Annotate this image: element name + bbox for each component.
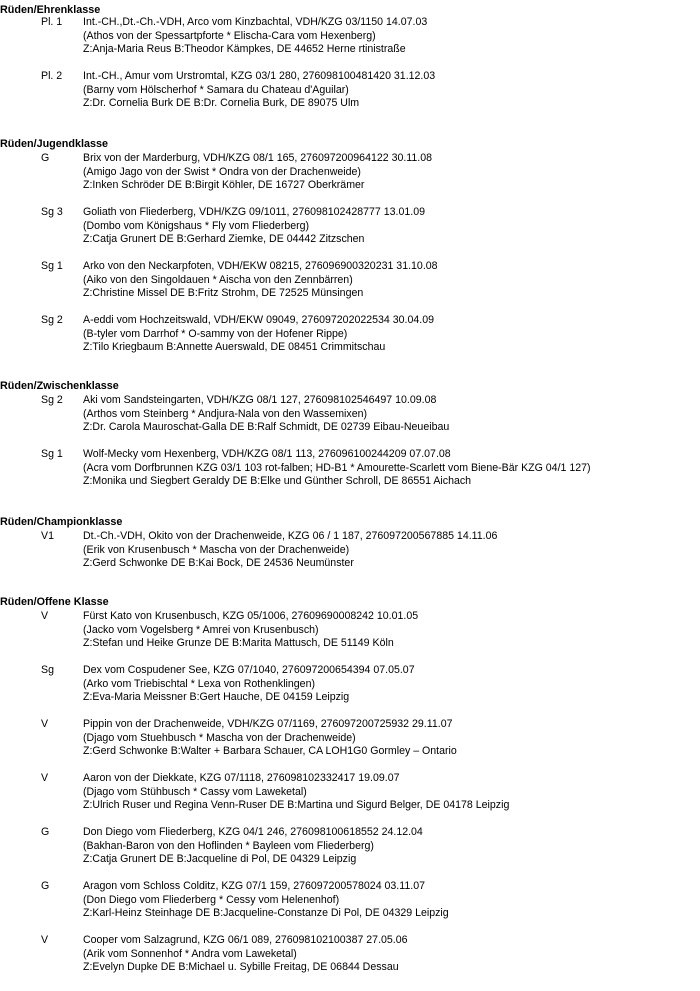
entry-details <box>83 394 449 435</box>
entry-dog-name: Dt.-Ch.-VDH, Okito von der Drachenweide, KZG 06 / 1 187, 276097200567885 14.11.06 <box>83 530 498 542</box>
entry-details <box>83 880 449 921</box>
entry-parents: (Acra vom Dorfbrunnen KZG 03/1 103 rot-falben; HD-B1 * Amourette-Scarlett vom Biene-Bär KZG 04/1 127) <box>83 461 591 474</box>
entry-rank: V <box>41 934 49 946</box>
entry-parents: (Amigo Jago von der Swist * Ondra von der Drachenweide) <box>83 165 361 178</box>
entry-parents: (Arthos vom Steinberg * Andjura-Nala von den Wassemixen) <box>83 407 368 420</box>
entry-dog-name: Don Diego vom Fliederberg, KZG 04/1 246, 276098100618552 24.12.04 <box>83 826 423 838</box>
entry-parents: (Jacko vom Vogelsberg * Amrei von Krusenbusch) <box>83 623 319 636</box>
entry-breeder-owner: Z:Christine Missel DE B:Fritz Strohm, DE 72525 Münsingen <box>83 287 364 300</box>
entry-rank: Sg <box>41 664 54 676</box>
entry-details <box>83 826 423 867</box>
entry-breeder-owner: Z:Eva-Maria Meissner B:Gert Hauche, DE 04159 Leipzig <box>83 691 350 704</box>
entry-breeder-owner: Z:Gerd Schwonke DE B:Kai Bock, DE 24536 Neumünster <box>83 557 354 570</box>
entry-details <box>83 530 497 571</box>
entry-details <box>83 206 425 247</box>
entry-parents: (Erik von Krusenbusch * Mascha von der Drachenweide) <box>83 543 350 556</box>
entry-parents: (Bakhan-Baron von den Hoflinden * Bayleen vom Fliederberg) <box>83 839 374 852</box>
entry-rank: Pl. 1 <box>41 16 63 28</box>
entry-dog-name: Int.-CH.,Dt.-Ch.-VDH, Arco vom Kinzbachtal, VDH/KZG 03/1150 14.07.03 <box>83 16 428 28</box>
entry-rank: V <box>41 718 49 730</box>
entry-dog-name: Pippin von der Drachenweide, VDH/KZG 07/1169, 276097200725932 29.11.07 <box>83 718 453 730</box>
entry-details <box>83 152 432 193</box>
entry-rank: V <box>41 772 49 784</box>
entry-dog-name: Aaron von der Diekkate, KZG 07/1118, 276098102332417 19.09.07 <box>83 772 400 784</box>
entry-details <box>83 70 435 111</box>
entry-breeder-owner: Z:Evelyn Dupke DE B:Michael u. Sybille Freitag, DE 06844 Dessau <box>83 961 399 974</box>
entry-rank: Sg 1 <box>41 448 63 460</box>
entry-dog-name: Brix von der Marderburg, VDH/KZG 08/1 165, 276097200964122 30.11.08 <box>83 152 433 164</box>
entry-details <box>83 718 457 759</box>
entry-breeder-owner: Z:Catja Grunert DE B:Jacqueline di Pol, DE 04329 Leipzig <box>83 853 357 866</box>
entry-rank: Sg 3 <box>41 206 63 218</box>
entry-breeder-owner: Z:Karl-Heinz Steinhage DE B:Jacqueline-Constanze Di Pol, DE 04329 Leipzig <box>83 907 449 920</box>
entry-details <box>83 664 415 705</box>
entry-details <box>83 610 418 651</box>
entry-breeder-owner: Z:Catja Grunert DE B:Gerhard Ziemke, DE 04442 Zitzschen <box>83 233 365 246</box>
entry-dog-name: Int.-CH., Amur vom Urstromtal, KZG 03/1 280, 276098100481420 31.12.03 <box>83 70 436 82</box>
entry-rank: Sg 1 <box>41 260 63 272</box>
entry-details <box>83 772 509 813</box>
entry-parents: (B-tyler vom Darrhof * O-sammy von der Hofener Rippe) <box>83 327 348 340</box>
entry-rank: Sg 2 <box>41 394 63 406</box>
entry-dog-name: Cooper vom Salzagrund, KZG 06/1 089, 276098102100387 27.05.06 <box>83 934 408 946</box>
entry-rank: G <box>41 826 50 838</box>
entry-details <box>83 16 427 57</box>
entry-rank: G <box>41 152 50 164</box>
entry-dog-name: Fürst Kato von Krusenbusch, KZG 05/1006, 27609690008242 10.01.05 <box>83 610 419 622</box>
entry-rank: V <box>41 610 49 622</box>
entry-rank: Pl. 2 <box>41 70 63 82</box>
entry-breeder-owner: Z:Gerd Schwonke B:Walter + Barbara Schauer, CA LOH1G0 Gormley – Ontario <box>83 745 457 758</box>
entry-breeder-owner: Z:Dr. Cornelia Burk DE B:Dr. Cornelia Burk, DE 89075 Ulm <box>83 97 360 110</box>
entry-breeder-owner: Z:Anja-Maria Reus B:Theodor Kämpkes, DE 44652 Herne rtinistraße <box>83 43 406 56</box>
entry-details <box>83 314 434 355</box>
entry-dog-name: Aki vom Sandsteingarten, VDH/KZG 08/1 127, 276098102546497 10.09.08 <box>83 394 437 406</box>
section-title-rueden-ehrenklasse: Rüden/Ehrenklasse <box>0 4 101 16</box>
entry-breeder-owner: Z:Tilo Kriegbaum B:Annette Auerswald, DE 08451 Crimmitschau <box>83 341 386 354</box>
entry-parents: (Arik vom Sonnenhof * Andra vom Laweketal) <box>83 947 297 960</box>
entry-rank: G <box>41 880 50 892</box>
entry-parents: (Djago vom Stühbusch * Cassy vom Laweketal) <box>83 785 307 798</box>
section-title-rueden-zwischenklasse: Rüden/Zwischenklasse <box>0 380 119 392</box>
entry-breeder-owner: Z:Dr. Carola Mauroschat-Galla DE B:Ralf Schmidt, DE 02739 Eibau-Neueibau <box>83 421 450 434</box>
entry-breeder-owner: Z:Stefan und Heike Grunze DE B:Marita Mattusch, DE 51149 Köln <box>83 637 394 650</box>
entry-parents: (Djago vom Stuehbusch * Mascha von der Drachenweide) <box>83 731 356 744</box>
entry-parents: (Don Diego vom Fliederberg * Cessy vom Helenenhof) <box>83 893 340 906</box>
entry-parents: (Athos von der Spessartpforte * Elischa-Cara vom Hexenberg) <box>83 29 376 42</box>
entry-details <box>83 934 408 975</box>
entry-rank: V1 <box>41 530 54 542</box>
section-title-rueden-championklasse: Rüden/Championklasse <box>0 516 123 528</box>
entry-parents: (Aiko von den Singoldauen * Aischa von den Zennbärren) <box>83 273 353 286</box>
section-title-rueden-offene-klasse: Rüden/Offene Klasse <box>0 596 109 608</box>
entry-dog-name: A-eddi vom Hochzeitswald, VDH/EKW 09049, 276097202022534 30.04.09 <box>83 314 434 326</box>
entry-dog-name: Arko von den Neckarpfoten, VDH/EKW 08215, 276096900320231 31.10.08 <box>83 260 438 272</box>
entry-rank: Sg 2 <box>41 314 63 326</box>
entry-parents: (Arko vom Triebischtal * Lexa von Rothenklingen) <box>83 677 315 690</box>
section-title-rueden-jugendklasse: Rüden/Jugendklasse <box>0 138 109 150</box>
entry-breeder-owner: Z:Monika und Siegbert Geraldy DE B:Elke und Günther Schroll, DE 86551 Aichach <box>83 475 472 488</box>
entry-details <box>83 448 591 489</box>
entry-breeder-owner: Z:Ulrich Ruser und Regina Venn-Ruser DE B:Martina und Sigurd Belger, DE 04178 Leipzig <box>83 799 510 812</box>
entry-breeder-owner: Z:Inken Schröder DE B:Birgit Köhler, DE 16727 Oberkrämer <box>83 179 365 192</box>
entry-dog-name: Aragon vom Schloss Colditz, KZG 07/1 159, 276097200578024 03.11.07 <box>83 880 425 892</box>
entry-dog-name: Wolf-Mecky vom Hexenberg, VDH/KZG 08/1 113, 276096100244209 07.07.08 <box>83 448 451 460</box>
entry-dog-name: Goliath von Fliederberg, VDH/KZG 09/1011, 276098102428777 13.01.09 <box>83 206 425 218</box>
entry-details <box>83 260 438 301</box>
entry-dog-name: Dex vom Cospudener See, KZG 07/1040, 276097200654394 07.05.07 <box>83 664 415 676</box>
entry-parents: (Dombo vom Königshaus * Fly vom Fliederberg) <box>83 219 310 232</box>
entry-parents: (Barny vom Hölscherhof * Samara du Chateau d'Aguilar) <box>83 83 349 96</box>
